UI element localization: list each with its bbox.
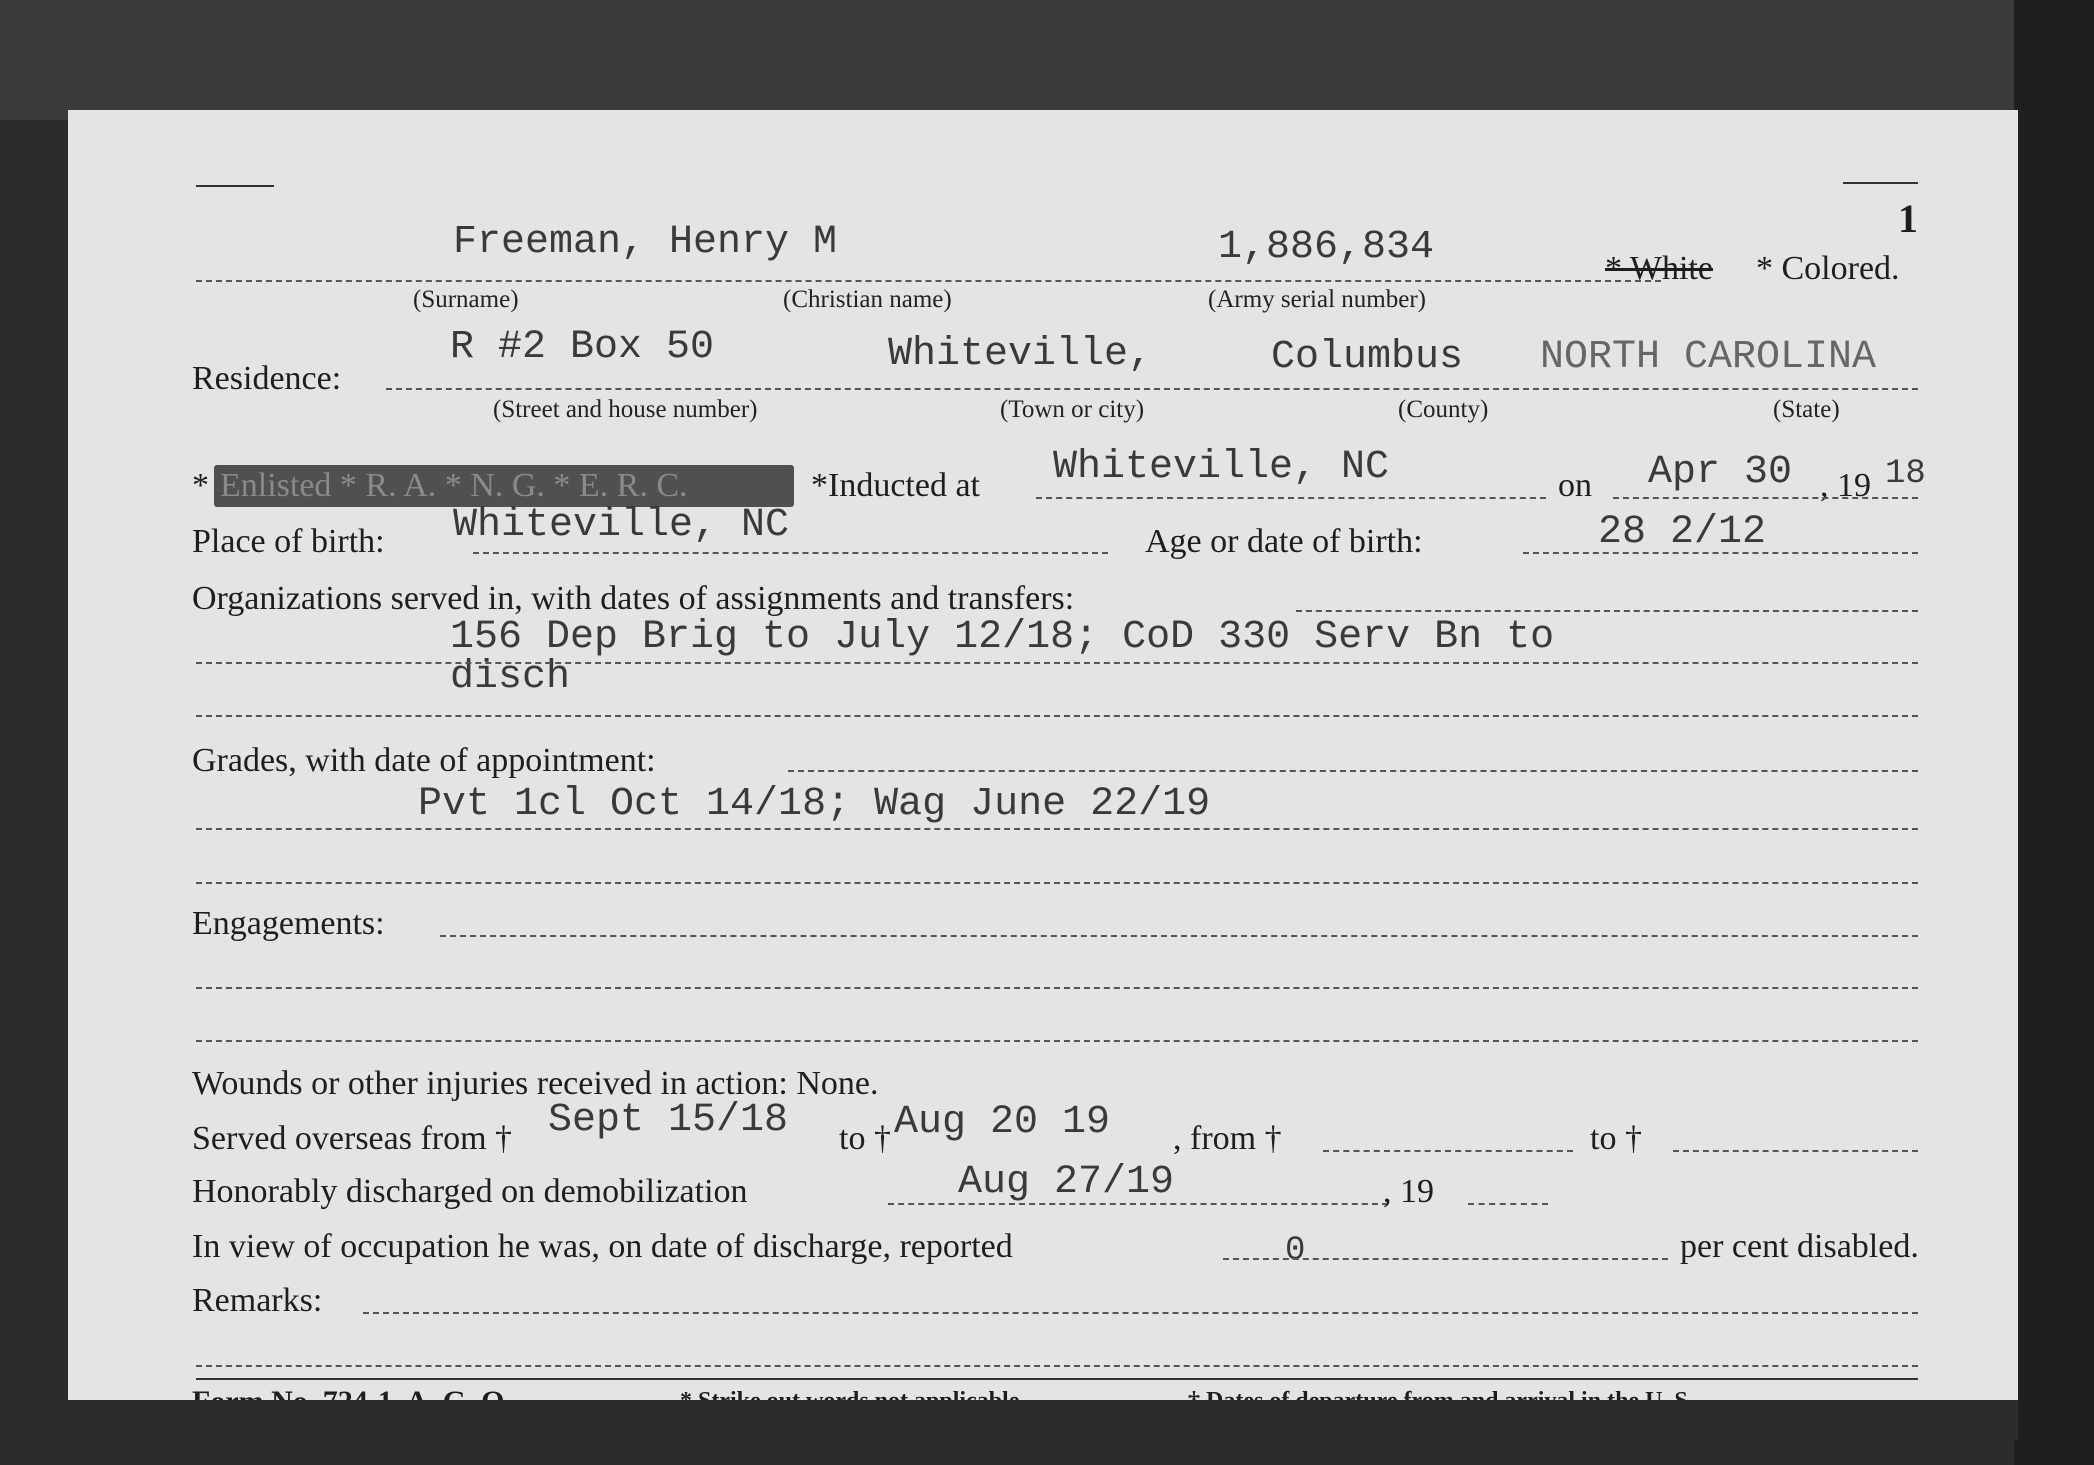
remarks-rule-0: [363, 1312, 1918, 1314]
engagements-rule-0: [440, 935, 1918, 937]
organizations-rule-0: [1296, 610, 1918, 612]
state-caption: (State): [1773, 396, 1840, 423]
birth-place-value: Whiteville, NC: [453, 503, 790, 548]
occupation-rule: [1223, 1258, 1668, 1260]
grades-label: Grades, with date of appointment:: [192, 742, 656, 779]
remarks-rule-1: [196, 1365, 1918, 1367]
residence-county: Columbus: [1271, 335, 1464, 380]
organizations-label: Organizations served in, with dates of assignments and transfers:: [192, 580, 1075, 617]
top-right-rule: [1843, 182, 1918, 184]
service-record-card: [68, 110, 2018, 1440]
year-prefix: , 19: [1820, 467, 1871, 504]
discharged-label: Honorably discharged on demobilization: [192, 1173, 748, 1210]
occupation-value: 0: [1285, 1232, 1306, 1270]
disabled-label: per cent disabled.: [1680, 1228, 1919, 1265]
occupation-label: In view of occupation he was, on date of discharge, reported: [192, 1228, 1013, 1265]
top-left-rule: [196, 185, 274, 187]
street-caption: (Street and house number): [493, 396, 758, 423]
engagements-rule-1: [196, 987, 1918, 989]
enlisted-star: *: [192, 467, 209, 504]
christian-caption: (Christian name): [783, 286, 952, 313]
age-value: 28 2/12: [1598, 510, 1767, 555]
grades-rule-2: [196, 882, 1918, 884]
overseas-from2-label: , from †: [1173, 1120, 1282, 1157]
inducted-rule: [1036, 497, 1546, 499]
overseas-to-value: Aug 20 19: [894, 1100, 1111, 1145]
engagements-rule-2: [196, 1040, 1918, 1042]
organizations-rule-1: [196, 662, 1918, 664]
overseas-from2-rule: [1323, 1150, 1573, 1152]
race-white: * White: [1605, 250, 1713, 287]
residence-town: Whiteville,: [888, 332, 1153, 377]
wounds-label: Wounds or other injuries received in action: None.: [192, 1065, 879, 1102]
name-rule: [196, 280, 1661, 282]
date-rule: [1613, 497, 1918, 499]
overseas-from-value: Sept 15/18: [548, 1098, 789, 1143]
town-caption: (Town or city): [1000, 396, 1145, 423]
scanner-background-top: [0, 0, 2094, 120]
scanner-background-right: [2014, 0, 2094, 1465]
inducted-date: Apr 30: [1648, 450, 1793, 495]
on-label: on: [1558, 467, 1592, 504]
grades-rule-1: [196, 828, 1918, 830]
birth-place-label: Place of birth:: [192, 523, 385, 560]
age-rule: [1523, 552, 1918, 554]
grades-rule-0: [788, 770, 1918, 772]
remarks-rule-2: [196, 1378, 1918, 1380]
serial-caption: (Army serial number): [1208, 286, 1426, 313]
year-value: 18: [1885, 455, 1926, 493]
surname-caption: (Surname): [413, 286, 519, 313]
inducted-value: Whiteville, NC: [1053, 445, 1390, 490]
organizations-line-2: disch: [450, 655, 571, 700]
race-colored: * Colored.: [1756, 250, 1900, 287]
engagements-label: Engagements:: [192, 905, 385, 942]
inducted-label: *Inducted at: [811, 467, 980, 504]
discharged-year-rule: [1468, 1203, 1548, 1205]
organizations-rule-2: [196, 715, 1918, 717]
overseas-to2-label: to †: [1590, 1120, 1642, 1157]
remarks-label: Remarks:: [192, 1282, 323, 1319]
age-label: Age or date of birth:: [1145, 523, 1423, 560]
card-number: 1: [1898, 196, 1918, 241]
residence-label: Residence:: [192, 360, 342, 397]
residence-state: NORTH CAROLINA: [1540, 335, 1877, 380]
discharged-value: Aug 27/19: [958, 1160, 1175, 1205]
overseas-to2-rule: [1673, 1150, 1918, 1152]
scan-bottom-edge: [68, 1400, 2018, 1440]
grades-value: Pvt 1cl Oct 14/18; Wag June 22/19: [418, 782, 1211, 827]
birth-place-rule: [473, 552, 1108, 554]
overseas-label: Served overseas from †: [192, 1120, 513, 1157]
residence-rule: [386, 388, 1918, 390]
discharged-rule: [888, 1203, 1388, 1205]
enlisted-text: Enlisted * R. A. * N. G. * E. R. C.: [220, 467, 688, 504]
serial-value: 1,886,834: [1218, 225, 1435, 270]
organizations-line-1: 156 Dep Brig to July 12/18; CoD 330 Serv Bn to: [450, 615, 1555, 660]
residence-street: R #2 Box 50: [450, 325, 715, 370]
overseas-to-label: to †: [839, 1120, 891, 1157]
name-value: Freeman, Henry M: [453, 220, 838, 265]
county-caption: (County): [1398, 396, 1489, 423]
discharged-year: , 19: [1383, 1173, 1434, 1210]
